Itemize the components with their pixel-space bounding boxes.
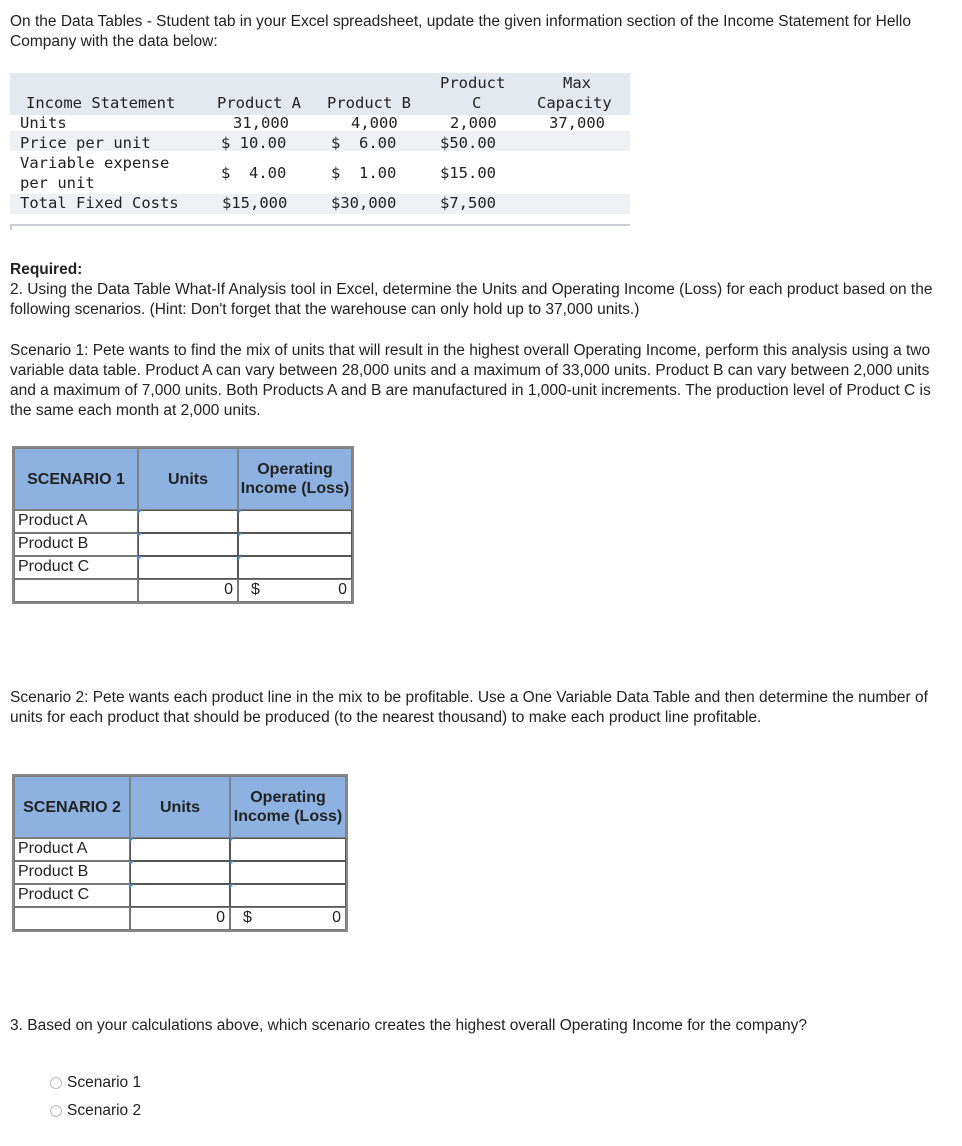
scenario1-total-label-cell: [14, 579, 138, 602]
scenario1-text: Scenario 1: Pete wants to find the mix of units that will result in the highest overall Operating Income, perform this analysis using a two variable data table. Product A can vary between 28,000 units and a maximum of 33,000 units. Product B can vary between 2,000 units and a maximum of 7,000 units. Both Products A and B are manufactured in 1,000-unit increments. The production level of Product C is the same each month at 2,000 units.: [10, 342, 931, 419]
scenario1-total-income: 0: [338, 581, 347, 598]
is-col-c-line1: Product: [440, 74, 506, 92]
scenario2-total-units: 0: [130, 907, 230, 930]
scenario1-col-income: Operating Income (Loss): [238, 448, 352, 510]
scenario2-header: SCENARIO 2: [14, 776, 130, 838]
scenario2-row-label: Product C: [14, 884, 130, 907]
is-fixed-a: $15,000: [222, 194, 288, 212]
scenario1-total-currency: $: [251, 581, 260, 598]
is-price-a: $ 10.00: [221, 134, 287, 152]
is-title: Income Statement: [26, 94, 176, 112]
is-units-b: 4,000: [351, 114, 398, 132]
scenario1-col-units: Units: [138, 448, 238, 510]
scenario1-income-input-b[interactable]: [238, 533, 352, 556]
is-row-units-label: Units: [20, 114, 67, 132]
intro-text: On the Data Tables - Student tab in your Excel spreadsheet, update the given information section of the Income Statement for Hello Company with the data below:: [10, 13, 911, 50]
is-variable-b: $ 1.00: [331, 164, 397, 182]
scenario2-units-input-a[interactable]: [130, 838, 230, 861]
is-col-max-line1: Max: [563, 74, 591, 92]
question3-text: 3. Based on your calculations above, which scenario creates the highest overall Operating Income for the company?: [10, 1017, 807, 1034]
option-label: Scenario 1: [67, 1074, 142, 1091]
scenario2-col-units: Units: [130, 776, 230, 838]
scenario1-units-input-b[interactable]: [138, 533, 238, 556]
scenario2-units-input-b[interactable]: [130, 861, 230, 884]
scenario2-table: [12, 774, 348, 932]
is-col-max-line2: Capacity: [537, 94, 612, 112]
required-heading: Required:: [10, 261, 83, 278]
scenario2-income-input-a[interactable]: [230, 838, 346, 861]
scenario2-income-input-c[interactable]: [230, 884, 346, 907]
scenario2-units-input-c[interactable]: [130, 884, 230, 907]
scenario1-units-input-c[interactable]: [138, 556, 238, 579]
is-row-variable-label-1: Variable expense: [20, 154, 170, 172]
is-variable-a: $ 4.00: [221, 164, 287, 182]
scenario1-total-units: 0: [138, 579, 238, 602]
scenario2-text: Scenario 2: Pete wants each product line in the mix to be profitable. Use a One Variable Data Table and then determine the number of units for each product that should be produced (to the nearest thousand) to make each product line profitable.: [10, 689, 928, 726]
income-statement-table: [10, 73, 630, 230]
scenario2-total-currency: $: [243, 909, 252, 926]
scenario2-total-income: 0: [332, 909, 341, 926]
is-col-c-line2: C: [472, 94, 482, 112]
is-row-fixed-label: Total Fixed Costs: [20, 194, 179, 212]
scenario1-row-label: Product A: [14, 510, 138, 533]
is-row-price-label: Price per unit: [20, 134, 151, 152]
option-scenario-2[interactable]: [50, 1101, 190, 1121]
scenario1-total-income-cell: [238, 579, 352, 602]
is-units-c: 2,000: [450, 114, 497, 132]
scenario1-table: [12, 446, 354, 604]
radio-button-icon[interactable]: [50, 1077, 62, 1089]
radio-button-icon[interactable]: [50, 1105, 62, 1117]
option-scenario-1[interactable]: [50, 1073, 190, 1093]
is-units-max: 37,000: [549, 114, 605, 132]
scenario1-header: SCENARIO 1: [14, 448, 138, 510]
scenario2-total-income-cell: [230, 907, 346, 930]
scenario2-row-label: Product A: [14, 838, 130, 861]
is-price-c: $50.00: [440, 134, 496, 152]
scenario1-units-input-a[interactable]: [138, 510, 238, 533]
scenario1-row-label: Product B: [14, 533, 138, 556]
is-col-a: Product A: [217, 94, 301, 112]
scenario2-col-income: Operating Income (Loss): [230, 776, 346, 838]
is-price-b: $ 6.00: [331, 134, 397, 152]
scenario1-income-input-c[interactable]: [238, 556, 352, 579]
is-fixed-b: $30,000: [331, 194, 397, 212]
is-variable-c: $15.00: [440, 164, 496, 182]
is-row-variable-label-2: per unit: [20, 174, 95, 192]
scenario2-total-label-cell: [14, 907, 130, 930]
required-text: 2. Using the Data Table What-If Analysis tool in Excel, determine the Units and Operating Income (Loss) for each product based on the following scenarios. (Hint: Don't forget that the warehouse can only hold up to 37,000 units.): [10, 281, 933, 318]
scenario1-income-input-a[interactable]: [238, 510, 352, 533]
scenario1-row-label: Product C: [14, 556, 138, 579]
is-col-b: Product B: [327, 94, 411, 112]
scenario2-income-input-b[interactable]: [230, 861, 346, 884]
is-units-a: 31,000: [233, 114, 289, 132]
scenario2-row-label: Product B: [14, 861, 130, 884]
is-fixed-c: $7,500: [440, 194, 496, 212]
option-label: Scenario 2: [67, 1102, 142, 1119]
